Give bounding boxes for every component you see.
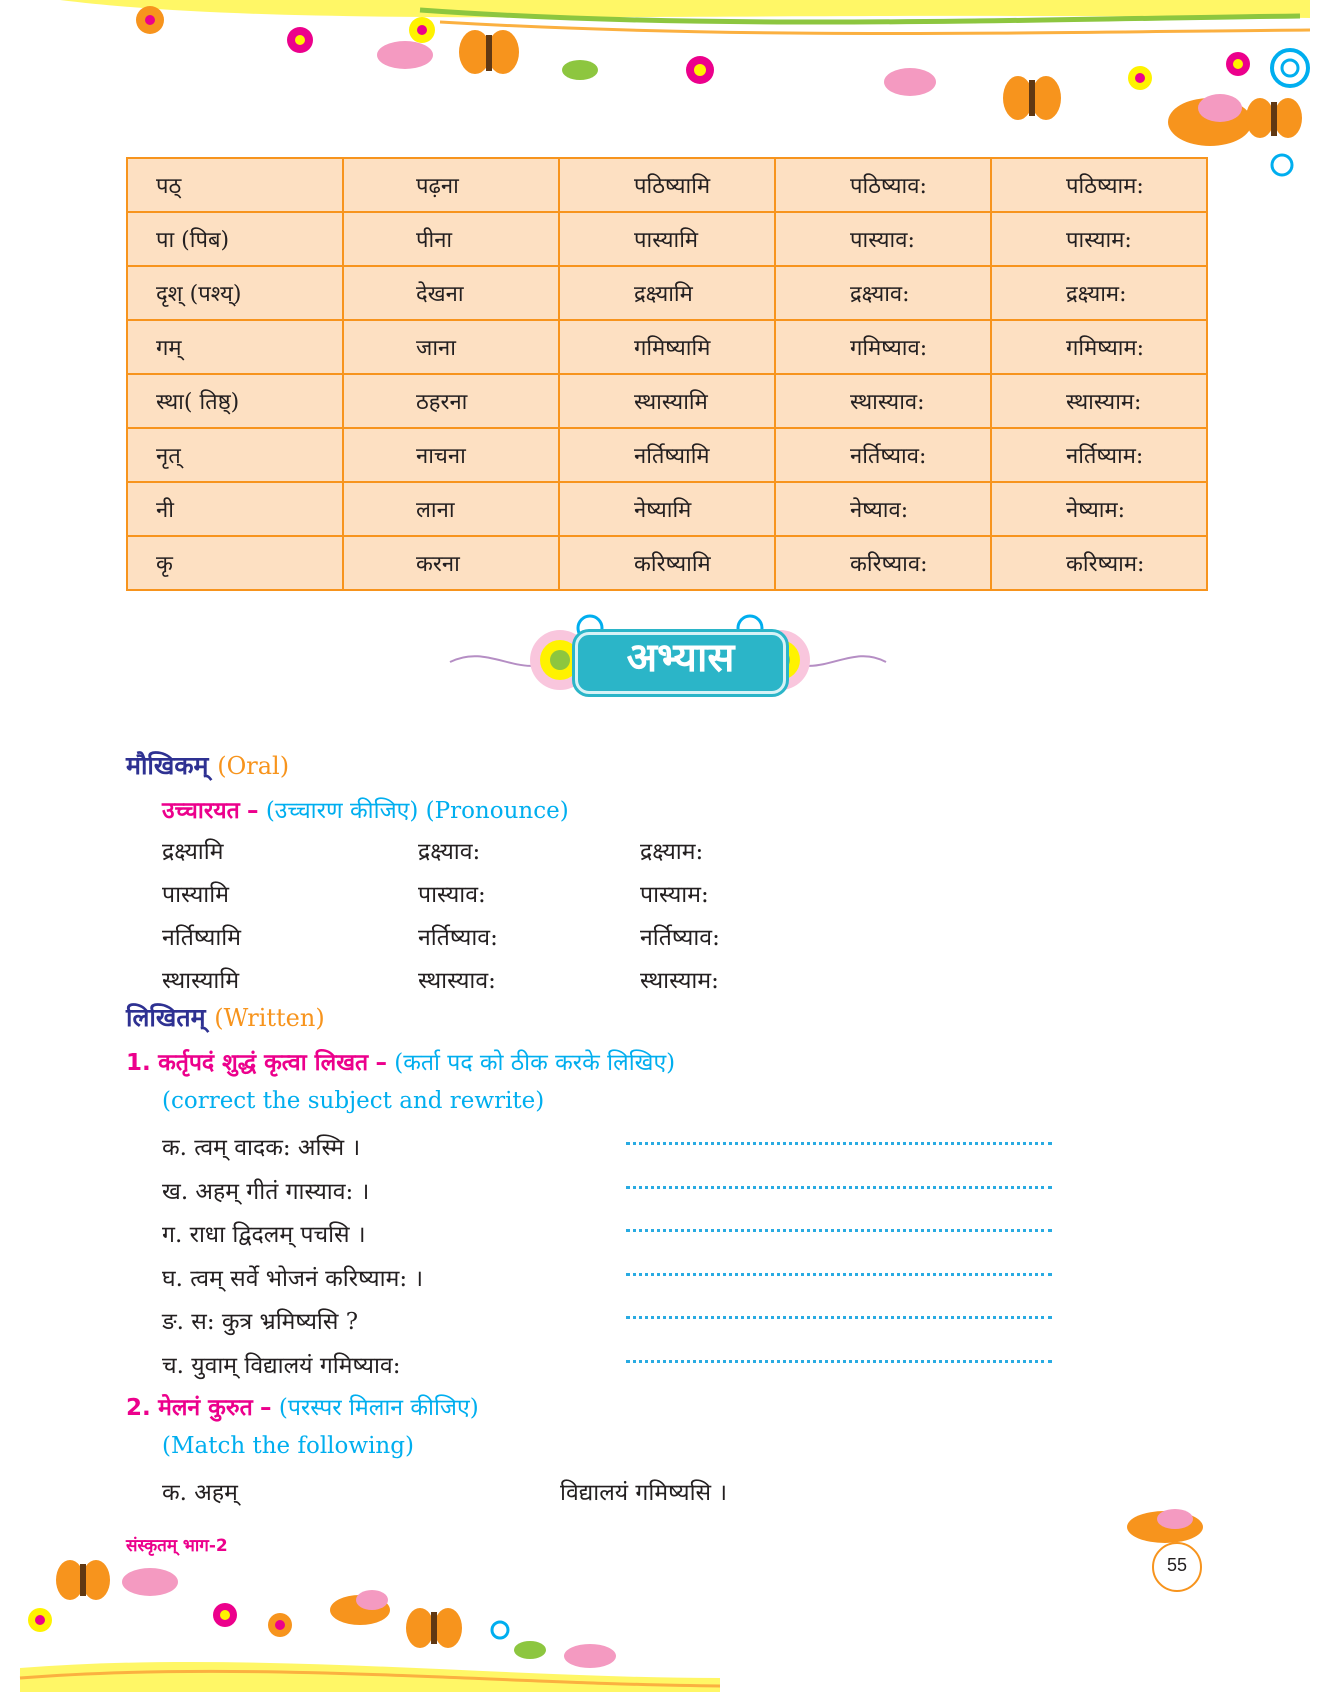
table-cell: नर्तिष्यामि	[559, 428, 775, 482]
answer-line[interactable]	[626, 1316, 1052, 1319]
table-cell: कृ	[127, 536, 343, 590]
flower-icon	[409, 17, 435, 43]
pronounce-word: द्रक्ष्याम:	[640, 839, 704, 865]
table-cell: करिष्याव:	[775, 536, 991, 590]
question-2-english: (Match the following)	[162, 1433, 414, 1459]
question-1-item: ग. राधा द्विदलम् पचसि ।	[162, 1222, 366, 1248]
table-cell: करिष्यामि	[559, 536, 775, 590]
flower-icon	[213, 1603, 237, 1627]
question-2-number: 2.	[126, 1395, 151, 1421]
leaf-icon	[562, 60, 598, 80]
pronounce-label: उच्चारयत	[162, 798, 240, 824]
question-1-english: (correct the subject and rewrite)	[162, 1088, 545, 1114]
flower-icon	[268, 1613, 292, 1637]
butterfly-icon	[406, 1608, 462, 1648]
pronounce-word: नर्तिष्याव:	[640, 925, 720, 951]
answer-line[interactable]	[626, 1142, 1052, 1145]
answer-line[interactable]	[626, 1186, 1052, 1189]
answer-line[interactable]	[626, 1360, 1052, 1363]
table-row	[127, 482, 1207, 536]
question-2-dash: –	[260, 1395, 272, 1421]
table-row	[127, 536, 1207, 590]
pronounce-word: स्थास्यामि	[162, 968, 240, 994]
butterfly-icon	[56, 1560, 110, 1600]
banner-title: अभ्यास	[626, 635, 735, 681]
pronounce-word: नर्तिष्यामि	[162, 925, 242, 951]
petal-icon	[122, 1568, 178, 1596]
table-cell: ठहरना	[343, 374, 559, 428]
petal-icon	[1168, 94, 1252, 146]
table-row	[127, 428, 1207, 482]
question-2-hindi: (परस्पर मिलान कीजिए)	[278, 1395, 479, 1421]
table-cell: नर्तिष्याम:	[991, 428, 1207, 482]
table-cell: पीना	[343, 212, 559, 266]
petal-icon	[564, 1644, 616, 1668]
written-heading-sanskrit: लिखितम्	[126, 1003, 206, 1032]
flower-icon	[1128, 66, 1152, 90]
verb-conjugation-table	[126, 157, 1208, 591]
table-row	[127, 320, 1207, 374]
butterfly-icon	[459, 30, 519, 74]
flower-icon	[28, 1608, 52, 1632]
table-cell: पठिष्यामि	[559, 158, 775, 212]
table-cell: करना	[343, 536, 559, 590]
table-cell: देखना	[343, 266, 559, 320]
petal-icon	[377, 41, 433, 69]
butterfly-icon	[1003, 76, 1061, 120]
table-cell: द्रक्ष्यामि	[559, 266, 775, 320]
pronounce-dash: –	[247, 798, 259, 824]
bottom-floral-decoration	[0, 1560, 1332, 1692]
petal-icon	[884, 68, 936, 96]
answer-line[interactable]	[626, 1273, 1052, 1276]
table-cell: पठिष्याव:	[775, 158, 991, 212]
table-row	[127, 158, 1207, 212]
table-cell: गम्	[127, 320, 343, 374]
table-cell: नेष्याम:	[991, 482, 1207, 536]
flower-icon	[287, 27, 313, 53]
table-cell: स्थास्याव:	[775, 374, 991, 428]
pronounce-english: (Pronounce)	[425, 798, 569, 824]
oral-heading-english: (Oral)	[217, 752, 290, 780]
table-row	[127, 266, 1207, 320]
question-1-hindi: (कर्ता पद को ठीक करके लिखिए)	[394, 1050, 676, 1076]
table-cell: गमिष्याम:	[991, 320, 1207, 374]
table-cell: द्रक्ष्याम:	[991, 266, 1207, 320]
petal-icon	[330, 1590, 390, 1625]
table-cell: स्थास्यामि	[559, 374, 775, 428]
question-1-heading	[126, 1045, 675, 1077]
pronounce-word: स्थास्याम:	[640, 968, 719, 994]
table-cell: नेष्याव:	[775, 482, 991, 536]
question-1-item: च. युवाम् विद्यालयं गमिष्याव:	[162, 1352, 401, 1379]
book-title: संस्कृतम् भाग-2	[126, 1536, 228, 1556]
abhyas-banner	[440, 612, 892, 704]
table-cell: पढ़ना	[343, 158, 559, 212]
table-row	[127, 374, 1207, 428]
oral-heading	[126, 748, 289, 782]
table-cell: द्रक्ष्याव:	[775, 266, 991, 320]
table-cell: पठ्	[127, 158, 343, 212]
table-cell: नी	[127, 482, 343, 536]
table-cell: स्था( तिष्ठ्)	[127, 374, 343, 428]
pronounce-word: स्थास्याव:	[418, 968, 496, 994]
flower-icon	[686, 56, 714, 84]
pronounce-word: पास्यामि	[162, 882, 229, 908]
question-1-number: 1.	[126, 1050, 151, 1076]
table-cell: गमिष्याव:	[775, 320, 991, 374]
written-heading-english: (Written)	[214, 1004, 325, 1032]
question-1-title: कर्तृपदं शुद्धं कृत्वा लिखत	[158, 1050, 369, 1076]
table-cell: पास्याम:	[991, 212, 1207, 266]
flower-icon	[1226, 52, 1250, 76]
pronounce-word: पास्याम:	[640, 882, 709, 908]
table-cell: लाना	[343, 482, 559, 536]
table-cell: दृश् (पश्य्)	[127, 266, 343, 320]
table-cell: पा (पिब)	[127, 212, 343, 266]
pronounce-word: पास्याव:	[418, 882, 486, 908]
butterfly-icon	[1246, 98, 1302, 138]
flower-icon	[136, 6, 164, 34]
table-cell: जाना	[343, 320, 559, 374]
answer-line[interactable]	[626, 1229, 1052, 1232]
match-left-item: क. अहम्	[162, 1480, 238, 1506]
oral-heading-sanskrit: मौखिकम्	[126, 751, 209, 780]
page-number: 55	[1166, 1555, 1188, 1575]
spiral-icon	[1272, 155, 1292, 175]
question-1-item: घ. त्वम् सर्वे भोजनं करिष्याम: ।	[162, 1265, 424, 1292]
table-cell: नेष्यामि	[559, 482, 775, 536]
pronounce-word: द्रक्ष्यामि	[162, 839, 224, 865]
table-cell: करिष्याम:	[991, 536, 1207, 590]
table-cell: पास्याव:	[775, 212, 991, 266]
question-1-item: ख. अहम् गीतं गास्याव: ।	[162, 1178, 370, 1205]
leaf-icon	[514, 1641, 546, 1659]
question-1-dash: –	[375, 1050, 387, 1076]
pronounce-hindi: (उच्चारण कीजिए)	[265, 798, 419, 824]
written-heading	[126, 1000, 325, 1034]
pronounce-word: नर्तिष्याव:	[418, 925, 498, 951]
table-cell: नृत्	[127, 428, 343, 482]
question-2-heading	[126, 1390, 479, 1422]
spiral-icon	[492, 1622, 508, 1638]
table-cell: नर्तिष्याव:	[775, 428, 991, 482]
match-right-item: विद्यालयं गमिष्यसि ।	[560, 1480, 728, 1506]
table-cell: पास्यामि	[559, 212, 775, 266]
table-cell: स्थास्याम:	[991, 374, 1207, 428]
question-2-title: मेलनं कुरुत	[158, 1395, 253, 1421]
table-row	[127, 212, 1207, 266]
table-cell: नाचना	[343, 428, 559, 482]
pronounce-word: द्रक्ष्याव:	[418, 839, 481, 865]
question-1-item: क. त्वम् वादक: अस्मि ।	[162, 1135, 361, 1161]
question-1-item: ङ. स: कुत्र भ्रमिष्यसि ?	[162, 1309, 359, 1335]
table-cell: पठिष्याम:	[991, 158, 1207, 212]
pronounce-instruction	[162, 793, 569, 825]
spiral-icon	[1272, 50, 1308, 86]
table-cell: गमिष्यामि	[559, 320, 775, 374]
